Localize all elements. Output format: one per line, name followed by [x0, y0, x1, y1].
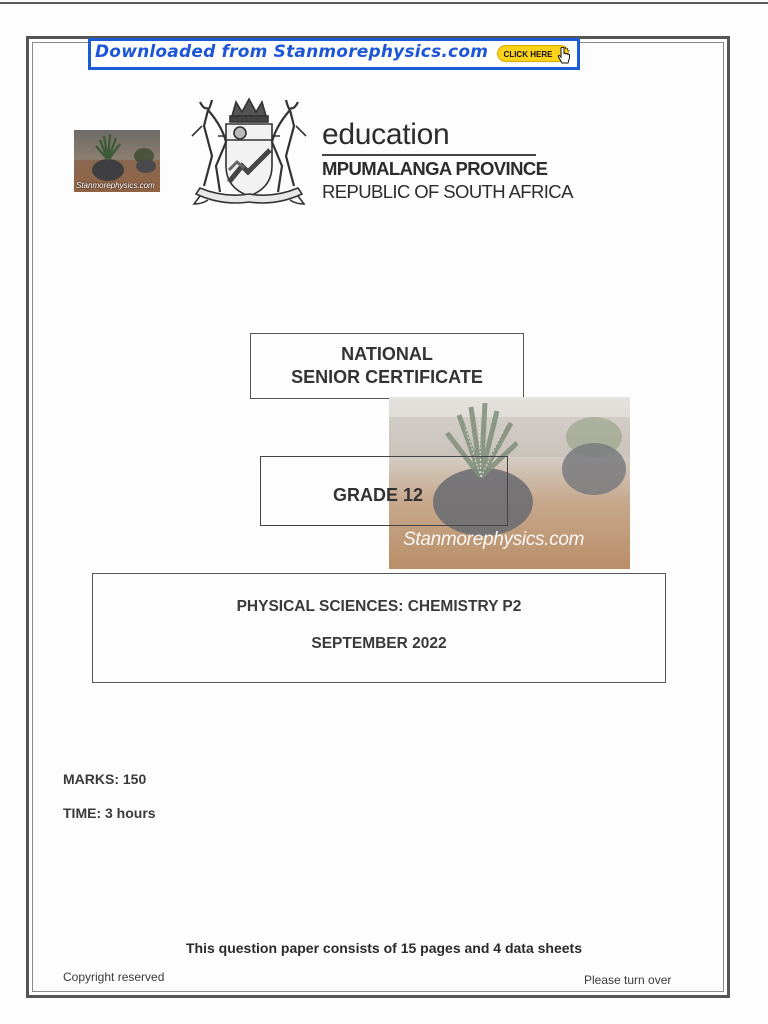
copyright-notice: Copyright reserved [63, 970, 165, 984]
page-count-notice: This question paper consists of 15 pages and 4 data sheets [186, 940, 582, 956]
province-name: MPUMALANGA PROVINCE [322, 158, 548, 179]
provincial-coat-of-arms-icon [182, 96, 316, 212]
grade-label: GRADE 12 [333, 485, 424, 505]
watermark-thumbnail [74, 130, 160, 192]
thumbnail-caption: Stanmorephysics.com [76, 181, 155, 190]
download-banner[interactable] [88, 38, 580, 70]
country-name: REPUBLIC OF SOUTH AFRICA [322, 181, 573, 202]
turn-over-notice: Please turn over [584, 973, 672, 987]
click-here-button[interactable]: CLICK HERE [497, 45, 569, 62]
header-rule [322, 154, 536, 156]
hand-pointer-icon[interactable] [557, 47, 571, 65]
time-label: TIME: 3 hours [63, 805, 156, 821]
certificate-line-2: SENIOR CERTIFICATE [291, 367, 483, 387]
department-name: education [322, 118, 450, 151]
certificate-box [250, 333, 524, 399]
marks-label: MARKS: 150 [63, 771, 147, 787]
photo-caption: Stanmorephysics.com [403, 529, 585, 550]
exam-date: SEPTEMBER 2022 [311, 635, 447, 652]
banner-text[interactable]: Downloaded from Stanmorephysics.com [95, 42, 489, 62]
subject-title: PHYSICAL SCIENCES: CHEMISTRY P2 [236, 598, 522, 615]
subject-box [92, 573, 666, 683]
grade-box [260, 456, 508, 526]
certificate-line-1: NATIONAL [341, 344, 433, 364]
top-edge-line [0, 2, 768, 4]
